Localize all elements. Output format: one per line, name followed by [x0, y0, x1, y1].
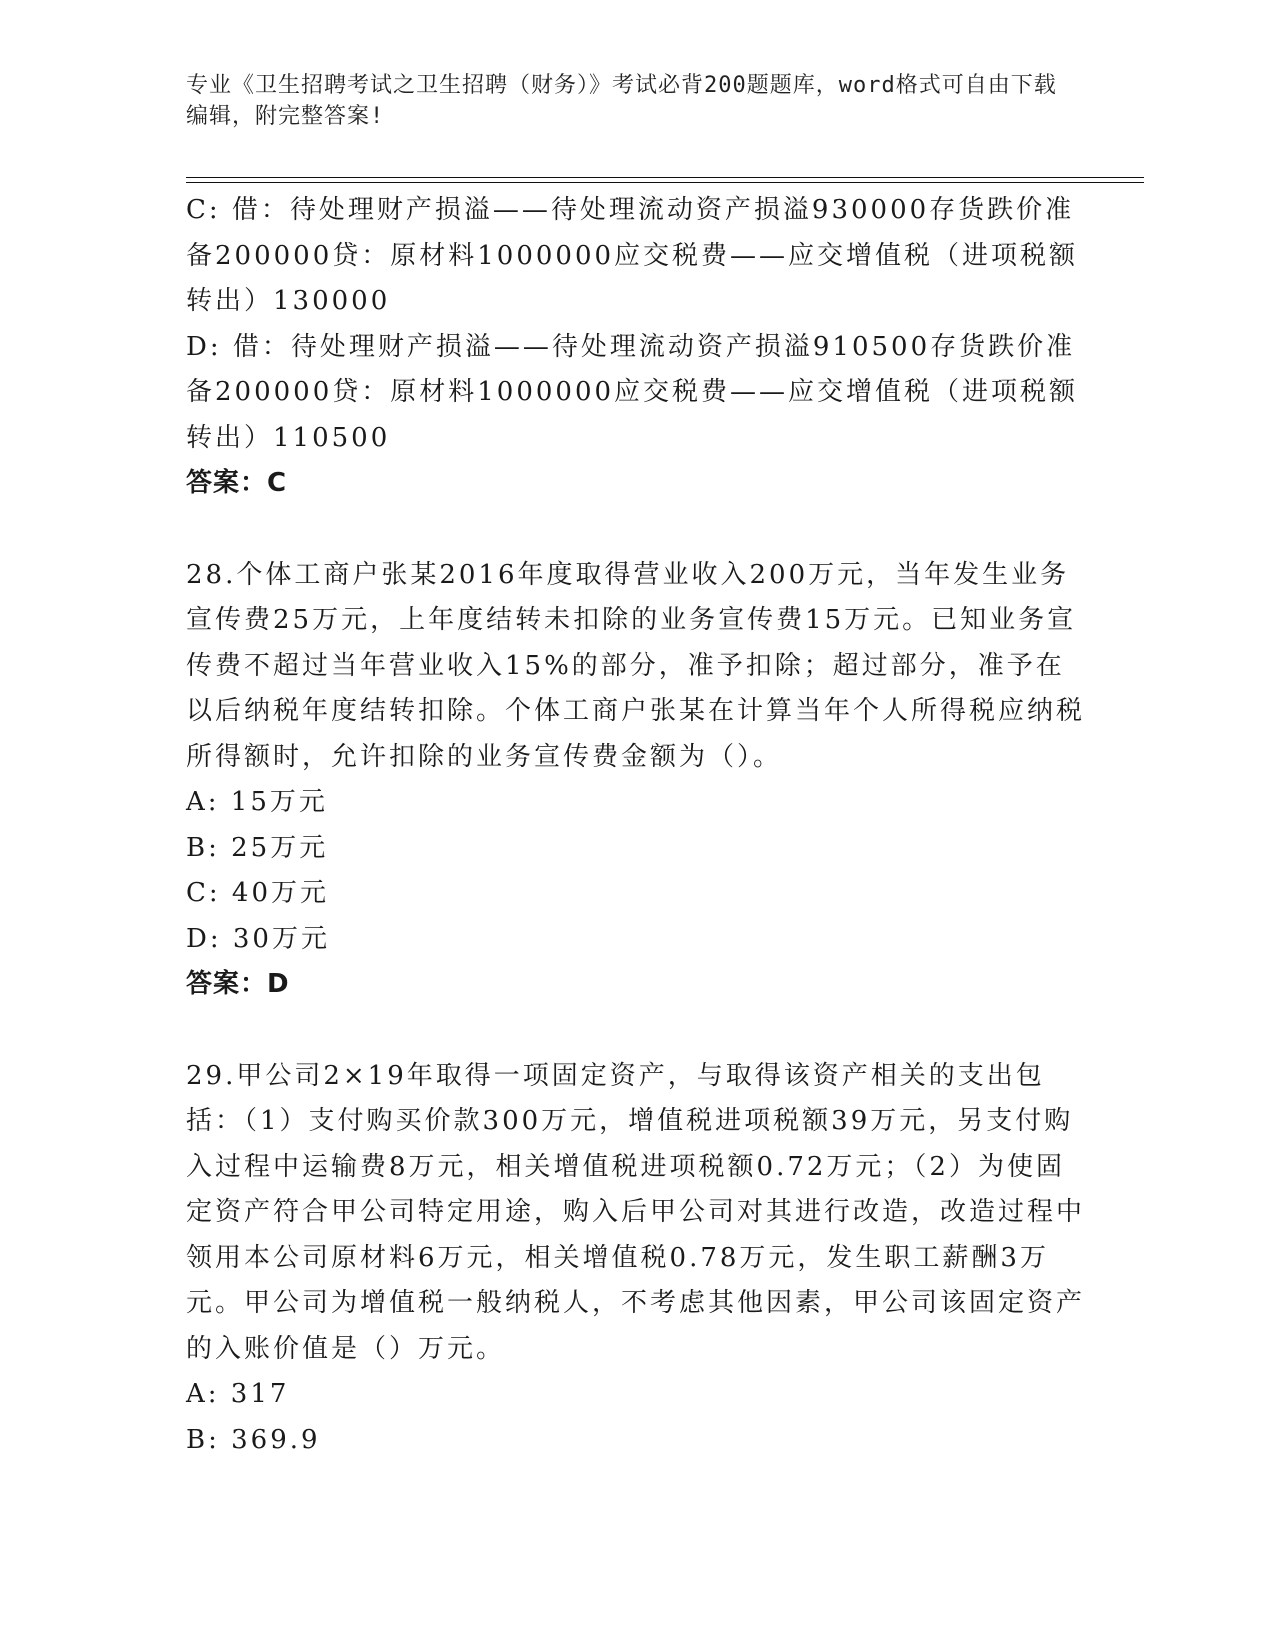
answer: 答案：C	[186, 468, 288, 498]
question-27-tail	[186, 188, 1086, 507]
option-d: D: 借：待处理财产损溢——待处理流动资产损溢910500存货跌价准备200000贷：原材料1000000应交税费——应交增值税（进项税额转出）110500	[186, 331, 1079, 453]
option-b: B: 369.9	[186, 1424, 321, 1455]
question-stem: 28.个体工商户张某2016年度取得营业收入200万元，当年发生业务宣传费25万元，上年度结转未扣除的业务宣传费15万元。已知业务宣传费不超过当年营业收入15%的部分，准予扣除；超过部分，准予在以后纳税年度结转扣除。个体工商户张某在计算当年个人所得税应纳税所得额时，允许扣除的业务宣传费金额为（）。	[186, 559, 1086, 772]
section-gap	[186, 507, 1086, 553]
header-divider	[186, 177, 1144, 183]
question-28	[186, 553, 1086, 1008]
option-b: B: 25万元	[186, 832, 329, 863]
option-c: C: 40万元	[186, 878, 330, 908]
section-gap	[186, 1008, 1086, 1054]
question-29	[186, 1054, 1086, 1464]
document-body	[186, 188, 1086, 1463]
header-title: 专业《卫生招聘考试之卫生招聘（财务）》考试必背200题题库，word格式可自由下载编辑，附完整答案!	[186, 73, 1057, 129]
document-header	[186, 70, 1066, 132]
option-a: A: 317	[186, 1379, 290, 1409]
option-d: D: 30万元	[186, 923, 330, 954]
answer: 答案：D	[186, 969, 290, 999]
option-c: C: 借：待处理财产损溢——待处理流动资产损溢930000存货跌价准备200000贷：原材料1000000应交税费——应交增值税（进项税额转出）130000	[186, 195, 1079, 316]
option-a: A: 15万元	[186, 787, 328, 817]
question-stem: 29.甲公司2×19年取得一项固定资产，与取得该资产相关的支出包括：（1）支付购买价款300万元，增值税进项税额39万元，另支付购入过程中运输费8万元，相关增值税进项税额0.72万元；（2）为使固定资产符合甲公司特定用途，购入后甲公司对其进行改造，改造过程中领用本公司原材料6万元，相关增值税0.78万元，发生职工薪酬3万元。甲公司为增值税一般纳税人，不考虑其他因素，甲公司该固定资产的入账价值是（）万元。	[186, 1060, 1086, 1364]
